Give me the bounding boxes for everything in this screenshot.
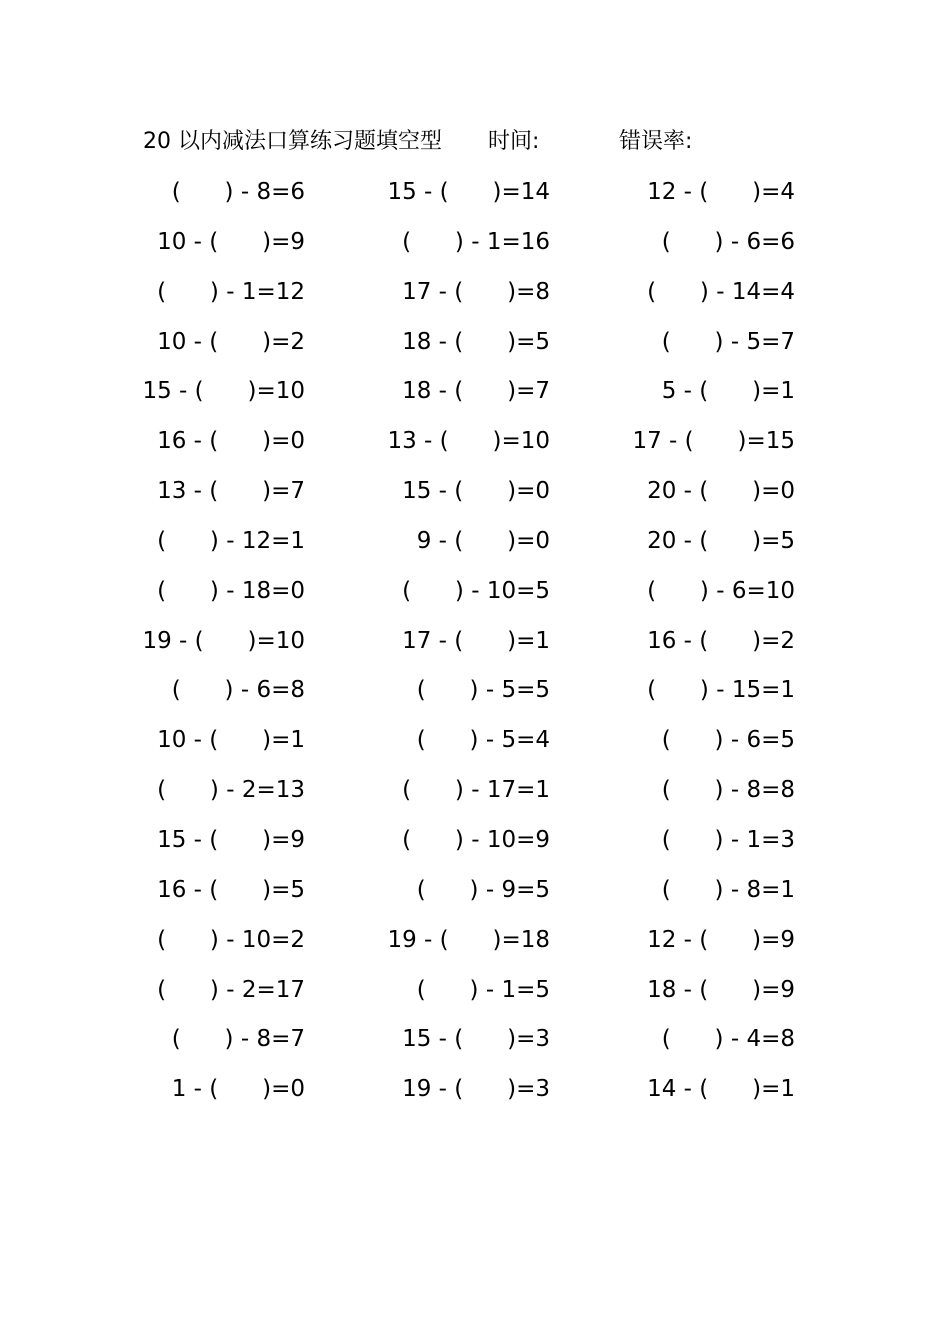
problem-row — [0, 1071, 950, 1121]
problem: 19 - ( )=18 — [387, 926, 550, 953]
problem: 9 - ( )=0 — [416, 527, 550, 554]
problem: 15 - ( )=0 — [402, 478, 550, 505]
worksheet-title: 20 以内减法口算练习题填空型 — [143, 129, 442, 154]
problem: 18 - ( )=5 — [402, 328, 550, 355]
problem: 19 - ( )=10 — [142, 627, 305, 654]
problem-row — [0, 922, 950, 972]
problem: ( ) - 14=4 — [647, 278, 795, 305]
problem: ( ) - 10=2 — [157, 926, 305, 953]
error-rate-label: 错误率: — [619, 129, 693, 154]
problem: 20 - ( )=0 — [647, 478, 795, 505]
problem: ( ) - 5=5 — [416, 677, 550, 704]
problem: 18 - ( )=7 — [402, 378, 550, 405]
problem: ( ) - 9=5 — [416, 876, 550, 903]
problem: 17 - ( )=8 — [402, 278, 550, 305]
problem-row — [0, 822, 950, 872]
problem: ( ) - 1=12 — [157, 278, 305, 305]
problem-row — [0, 473, 950, 523]
problem: ( ) - 6=10 — [647, 577, 795, 604]
problem-row — [0, 523, 950, 573]
problem: 15 - ( )=10 — [142, 378, 305, 405]
problem: ( ) - 1=16 — [402, 228, 550, 255]
problem: 10 - ( )=1 — [157, 727, 305, 754]
problem-row — [0, 224, 950, 274]
problem: 1 - ( )=0 — [171, 1076, 305, 1103]
problem: ( ) - 6=6 — [661, 228, 795, 255]
problem-row — [0, 324, 950, 374]
problem: 12 - ( )=4 — [647, 179, 795, 205]
problem: ( ) - 8=7 — [171, 1026, 305, 1053]
problem: ( ) - 8=8 — [661, 777, 795, 804]
problem: ( ) - 12=1 — [157, 527, 305, 554]
problem-row — [0, 573, 950, 623]
problem-row — [0, 623, 950, 673]
problem: ( ) - 18=0 — [157, 577, 305, 604]
problem: 19 - ( )=3 — [402, 1076, 550, 1103]
worksheet-header — [143, 126, 823, 158]
problem: ( ) - 5=7 — [661, 328, 795, 355]
problem-row — [0, 872, 950, 922]
problem: 13 - ( )=10 — [387, 428, 550, 455]
problem: 17 - ( )=1 — [402, 627, 550, 654]
problem: ( ) - 17=1 — [402, 777, 550, 804]
problem: 5 - ( )=1 — [661, 378, 795, 405]
problem: ( ) - 1=3 — [661, 826, 795, 853]
problem: ( ) - 2=17 — [157, 976, 305, 1003]
problem: 20 - ( )=5 — [647, 527, 795, 554]
problem: ( ) - 10=5 — [402, 577, 550, 604]
problem-row — [0, 373, 950, 423]
problem: ( ) - 8=6 — [171, 179, 305, 205]
problem: 17 - ( )=15 — [632, 428, 795, 455]
problem: 10 - ( )=2 — [157, 328, 305, 355]
problem-grid — [0, 174, 950, 1121]
problem: ( ) - 6=8 — [171, 677, 305, 704]
problem: 18 - ( )=9 — [647, 976, 795, 1003]
problem: 13 - ( )=7 — [157, 478, 305, 505]
problem-row — [0, 1021, 950, 1071]
problem: ( ) - 5=4 — [416, 727, 550, 754]
problem: 12 - ( )=9 — [647, 926, 795, 953]
problem: 14 - ( )=1 — [647, 1076, 795, 1103]
problem: ( ) - 6=5 — [661, 727, 795, 754]
problem: 10 - ( )=9 — [157, 228, 305, 255]
problem-row — [0, 772, 950, 822]
problem: ( ) - 4=8 — [661, 1026, 795, 1053]
problem: ( ) - 2=13 — [157, 777, 305, 804]
time-label: 时间: — [488, 129, 540, 154]
problem-row — [0, 672, 950, 722]
problem-row — [0, 972, 950, 1022]
problem: 16 - ( )=2 — [647, 627, 795, 654]
problem-row — [0, 274, 950, 324]
problem: ( ) - 8=1 — [661, 876, 795, 903]
problem: 16 - ( )=5 — [157, 876, 305, 903]
problem: 15 - ( )=14 — [387, 179, 550, 205]
problem: ( ) - 15=1 — [647, 677, 795, 704]
problem: ( ) - 1=5 — [416, 976, 550, 1003]
problem: 15 - ( )=3 — [402, 1026, 550, 1053]
problem: ( ) - 10=9 — [402, 826, 550, 853]
problem-row — [0, 423, 950, 473]
problem: 16 - ( )=0 — [157, 428, 305, 455]
problem-row — [0, 174, 950, 224]
problem: 15 - ( )=9 — [157, 826, 305, 853]
problem-row — [0, 722, 950, 772]
